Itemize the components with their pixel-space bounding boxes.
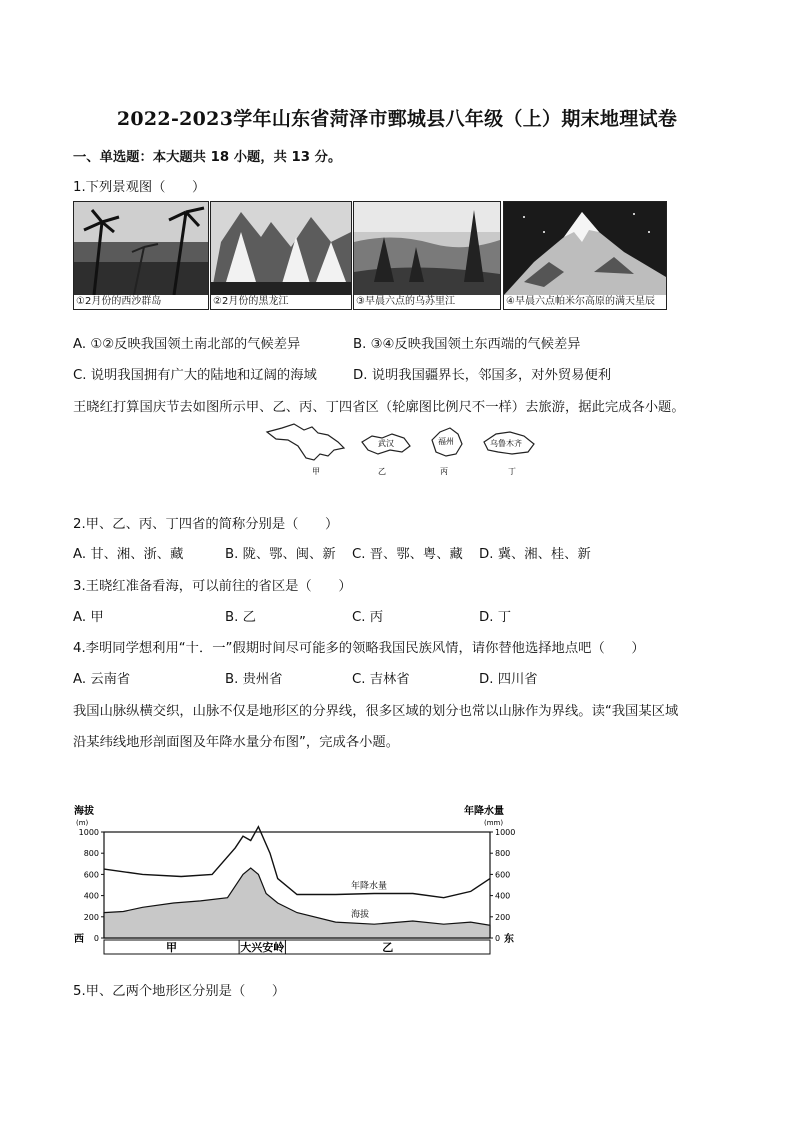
q2-stem: 2.甲、乙、丙、丁四省的简称分别是（ ） bbox=[73, 517, 339, 532]
q5-stem: 5.甲、乙两个地形区分别是（ ） bbox=[73, 984, 286, 999]
right-tick-label: 600 bbox=[495, 870, 511, 880]
q3-option-c[interactable]: C. 丙 bbox=[352, 610, 384, 625]
terrain-profile-chart bbox=[72, 800, 522, 960]
q1-option-a[interactable]: A. ①②反映我国领土南北部的气候差异 bbox=[73, 337, 301, 352]
q2-option-c[interactable]: C. 晋、鄂、粤、藏 bbox=[352, 547, 463, 562]
caption-2: ②2月份的黑龙江 bbox=[211, 295, 351, 309]
province-yi-label: 乙 bbox=[378, 467, 386, 476]
q1-option-c[interactable]: C. 说明我国拥有广大的陆地和辽阔的海域 bbox=[73, 368, 317, 383]
left-axis-unit: (m) bbox=[76, 819, 89, 827]
left-tick-label: 800 bbox=[83, 849, 99, 859]
caption-4: ④早晨六点帕米尔高原的满天星辰 bbox=[504, 295, 666, 309]
series-label-elevation: 海拔 bbox=[351, 910, 370, 921]
right-tick-label: 0 bbox=[495, 934, 501, 943]
right-axis-label: 年降水量 bbox=[464, 806, 504, 817]
caption-1: ①2月份的西沙群岛 bbox=[74, 295, 208, 309]
passage-2-line-1: 我国山脉纵横交织，山脉不仅是地形区的分界线，很多区域的划分也常以山脉作为界线。读“我国某区域 bbox=[73, 704, 679, 719]
region-label: 大兴安岭 bbox=[240, 941, 285, 954]
left-tick-label: 0 bbox=[93, 934, 99, 943]
province-ding-inner: 乌鲁木齐 bbox=[490, 439, 522, 448]
region-label: 甲 bbox=[166, 941, 178, 954]
right-tick-label: 1000 bbox=[495, 828, 516, 837]
region-bar bbox=[104, 940, 490, 954]
province-bing-label: 丙 bbox=[440, 467, 448, 476]
left-tick-label: 600 bbox=[83, 870, 99, 880]
province-bing-inner: 福州 bbox=[438, 437, 454, 446]
q3-option-b[interactable]: B. 乙 bbox=[225, 610, 256, 625]
west-label: 西 bbox=[74, 934, 84, 945]
photo-pamir-plateau bbox=[503, 201, 667, 310]
q3-option-a[interactable]: A. 甲 bbox=[73, 610, 104, 625]
q1-stem: 1.下列景观图（ ） bbox=[73, 180, 206, 195]
q1-option-b[interactable]: B. ③④反映我国领土东西端的气候差异 bbox=[353, 337, 581, 352]
q4-option-c[interactable]: C. 吉林省 bbox=[352, 672, 410, 687]
page-title: 2022-2023学年山东省菏泽市鄄城县八年级（上）期末地理试卷 bbox=[116, 108, 678, 130]
photo-xisha-islands bbox=[73, 201, 209, 310]
east-label: 东 bbox=[504, 934, 514, 945]
q3-stem: 3.王晓红准备看海，可以前往的省区是（ ） bbox=[73, 579, 352, 594]
left-tick-label: 1000 bbox=[78, 828, 99, 837]
q4-option-b[interactable]: B. 贵州省 bbox=[225, 672, 283, 687]
province-outlines bbox=[262, 418, 542, 480]
region-label: 乙 bbox=[382, 941, 394, 954]
q2-option-a[interactable]: A. 甘、湘、浙、藏 bbox=[73, 547, 184, 562]
series-elevation bbox=[104, 868, 490, 938]
right-tick-label: 800 bbox=[495, 849, 511, 859]
province-ding-label: 丁 bbox=[508, 467, 516, 476]
q2-option-d[interactable]: D. 冀、湘、桂、新 bbox=[479, 547, 591, 562]
caption-3: ③早晨六点的乌苏里江 bbox=[354, 295, 500, 309]
section-heading: 一、单选题：本大题共 18 小题，共 13 分。 bbox=[73, 150, 342, 165]
right-axis-unit: (mm) bbox=[484, 819, 504, 827]
province-jia-label: 甲 bbox=[312, 467, 320, 476]
series-label-precipitation: 年降水量 bbox=[351, 881, 388, 892]
province-jia-outline bbox=[267, 424, 344, 460]
q4-stem: 4.李明同学想利用“十．一”假期时间尽可能多的领略我国民族风情，请你替他选择地点吧（ ） bbox=[73, 641, 645, 656]
passage-1: 王晓红打算国庆节去如图所示甲、乙、丙、丁四省区（轮廓图比例尺不一样）去旅游，据此完成各小题。 bbox=[73, 400, 685, 415]
photo-heilongjiang bbox=[210, 201, 352, 310]
left-axis-label: 海拔 bbox=[74, 806, 94, 817]
photo-wusuli-river bbox=[353, 201, 501, 310]
q2-option-b[interactable]: B. 陇、鄂、闽、新 bbox=[225, 547, 336, 562]
right-tick-label: 400 bbox=[495, 891, 511, 901]
left-tick-label: 200 bbox=[83, 912, 99, 922]
province-yi-inner: 武汉 bbox=[378, 439, 394, 448]
q4-option-a[interactable]: A. 云南省 bbox=[73, 672, 131, 687]
left-tick-label: 400 bbox=[83, 891, 99, 901]
passage-2-line-2: 沿某纬线地形剖面图及年降水量分布图”，完成各小题。 bbox=[73, 735, 400, 750]
right-tick-label: 200 bbox=[495, 912, 511, 922]
q1-option-d[interactable]: D. 说明我国疆界长，邻国多，对外贸易便利 bbox=[353, 368, 612, 383]
q4-option-d[interactable]: D. 四川省 bbox=[479, 672, 538, 687]
q3-option-d[interactable]: D. 丁 bbox=[479, 610, 511, 625]
series-precipitation bbox=[104, 827, 490, 898]
